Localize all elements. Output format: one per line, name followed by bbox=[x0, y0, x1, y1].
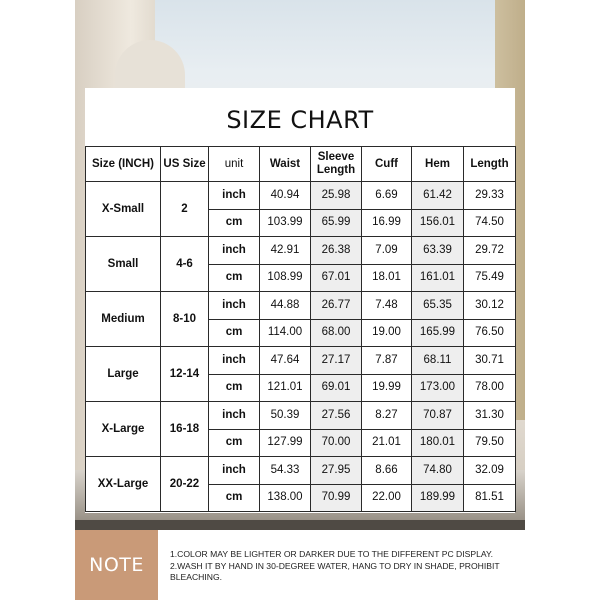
hem-cell: 68.11 bbox=[412, 347, 464, 375]
sleeve-cell: 27.56 bbox=[311, 402, 362, 430]
unit-cell: cm bbox=[209, 264, 260, 292]
sleeve-cell: 68.00 bbox=[311, 319, 362, 347]
sleeve-cell: 25.98 bbox=[311, 182, 362, 210]
header-us-size: US Size bbox=[161, 147, 209, 182]
sleeve-cell: 27.95 bbox=[311, 457, 362, 485]
table-row bbox=[86, 347, 516, 375]
waist-cell: 127.99 bbox=[260, 429, 311, 457]
header-cuff: Cuff bbox=[362, 147, 412, 182]
hem-cell: 180.01 bbox=[412, 429, 464, 457]
cuff-cell: 7.09 bbox=[362, 237, 412, 265]
unit-cell: inch bbox=[209, 402, 260, 430]
size-label: X-Large bbox=[86, 402, 161, 457]
length-cell: 30.71 bbox=[464, 347, 516, 375]
header-unit: unit bbox=[209, 147, 260, 182]
size-label: X-Small bbox=[86, 182, 161, 237]
hem-cell: 156.01 bbox=[412, 209, 464, 237]
length-cell: 30.12 bbox=[464, 292, 516, 320]
unit-cell: inch bbox=[209, 292, 260, 320]
sleeve-cell: 70.99 bbox=[311, 484, 362, 512]
length-cell: 81.51 bbox=[464, 484, 516, 512]
unit-cell: inch bbox=[209, 347, 260, 375]
header-sleeve-length: Sleeve Length bbox=[311, 147, 362, 182]
sleeve-cell: 27.17 bbox=[311, 347, 362, 375]
cuff-cell: 21.01 bbox=[362, 429, 412, 457]
unit-cell: cm bbox=[209, 484, 260, 512]
sleeve-cell: 26.77 bbox=[311, 292, 362, 320]
length-cell: 76.50 bbox=[464, 319, 516, 347]
cuff-cell: 22.00 bbox=[362, 484, 412, 512]
cuff-cell: 7.48 bbox=[362, 292, 412, 320]
cuff-cell: 18.01 bbox=[362, 264, 412, 292]
waist-cell: 44.88 bbox=[260, 292, 311, 320]
hem-cell: 65.35 bbox=[412, 292, 464, 320]
header-size: Size (INCH) bbox=[86, 147, 161, 182]
note-line-2: 2.WASH IT BY HAND IN 30-DEGREE WATER, HANG TO DRY IN SHADE, PROHIBIT BLEACHING. bbox=[170, 560, 500, 582]
table-row bbox=[86, 457, 516, 485]
unit-cell: cm bbox=[209, 319, 260, 347]
length-cell: 79.50 bbox=[464, 429, 516, 457]
length-cell: 29.33 bbox=[464, 182, 516, 210]
hem-cell: 189.99 bbox=[412, 484, 464, 512]
header-row bbox=[86, 147, 516, 182]
length-cell: 31.30 bbox=[464, 402, 516, 430]
cuff-cell: 7.87 bbox=[362, 347, 412, 375]
length-cell: 74.50 bbox=[464, 209, 516, 237]
hem-cell: 63.39 bbox=[412, 237, 464, 265]
size-label: Small bbox=[86, 237, 161, 292]
us-size: 12-14 bbox=[161, 347, 209, 402]
size-chart-card bbox=[85, 88, 515, 513]
waist-cell: 47.64 bbox=[260, 347, 311, 375]
waist-cell: 54.33 bbox=[260, 457, 311, 485]
hem-cell: 74.80 bbox=[412, 457, 464, 485]
hem-cell: 61.42 bbox=[412, 182, 464, 210]
unit-cell: cm bbox=[209, 209, 260, 237]
waist-cell: 108.99 bbox=[260, 264, 311, 292]
length-cell: 29.72 bbox=[464, 237, 516, 265]
chart-title: SIZE CHART bbox=[226, 106, 374, 134]
length-cell: 32.09 bbox=[464, 457, 516, 485]
note-text bbox=[158, 530, 525, 600]
sleeve-cell: 70.00 bbox=[311, 429, 362, 457]
sleeve-cell: 69.01 bbox=[311, 374, 362, 402]
us-size: 20-22 bbox=[161, 457, 209, 512]
waist-cell: 50.39 bbox=[260, 402, 311, 430]
cuff-cell: 16.99 bbox=[362, 209, 412, 237]
us-size: 8-10 bbox=[161, 292, 209, 347]
note-line-1: 1.COLOR MAY BE LIGHTER OR DARKER DUE TO THE DIFFERENT PC DISPLAY. bbox=[170, 549, 493, 559]
table-row bbox=[86, 182, 516, 210]
us-size: 16-18 bbox=[161, 402, 209, 457]
table-row bbox=[86, 402, 516, 430]
cuff-cell: 8.27 bbox=[362, 402, 412, 430]
waist-cell: 114.00 bbox=[260, 319, 311, 347]
table-row bbox=[86, 292, 516, 320]
unit-cell: inch bbox=[209, 457, 260, 485]
sleeve-cell: 65.99 bbox=[311, 209, 362, 237]
waist-cell: 138.00 bbox=[260, 484, 311, 512]
sleeve-cell: 26.38 bbox=[311, 237, 362, 265]
cuff-cell: 6.69 bbox=[362, 182, 412, 210]
unit-cell: inch bbox=[209, 182, 260, 210]
unit-cell: inch bbox=[209, 237, 260, 265]
unit-cell: cm bbox=[209, 429, 260, 457]
cuff-cell: 19.00 bbox=[362, 319, 412, 347]
sleeve-cell: 67.01 bbox=[311, 264, 362, 292]
size-label: Medium bbox=[86, 292, 161, 347]
waist-cell: 103.99 bbox=[260, 209, 311, 237]
header-waist: Waist bbox=[260, 147, 311, 182]
us-size: 2 bbox=[161, 182, 209, 237]
street-road bbox=[75, 520, 525, 530]
table-row bbox=[86, 237, 516, 265]
note-label: NOTE bbox=[75, 530, 158, 600]
waist-cell: 42.91 bbox=[260, 237, 311, 265]
hem-cell: 173.00 bbox=[412, 374, 464, 402]
header-length: Length bbox=[464, 147, 516, 182]
us-size: 4-6 bbox=[161, 237, 209, 292]
size-label: Large bbox=[86, 347, 161, 402]
hem-cell: 70.87 bbox=[412, 402, 464, 430]
unit-cell: cm bbox=[209, 374, 260, 402]
size-table bbox=[85, 146, 516, 512]
hem-cell: 165.99 bbox=[412, 319, 464, 347]
cuff-cell: 19.99 bbox=[362, 374, 412, 402]
length-cell: 78.00 bbox=[464, 374, 516, 402]
size-label: XX-Large bbox=[86, 457, 161, 512]
length-cell: 75.49 bbox=[464, 264, 516, 292]
waist-cell: 121.01 bbox=[260, 374, 311, 402]
header-hem: Hem bbox=[412, 147, 464, 182]
cuff-cell: 8.66 bbox=[362, 457, 412, 485]
waist-cell: 40.94 bbox=[260, 182, 311, 210]
hem-cell: 161.01 bbox=[412, 264, 464, 292]
